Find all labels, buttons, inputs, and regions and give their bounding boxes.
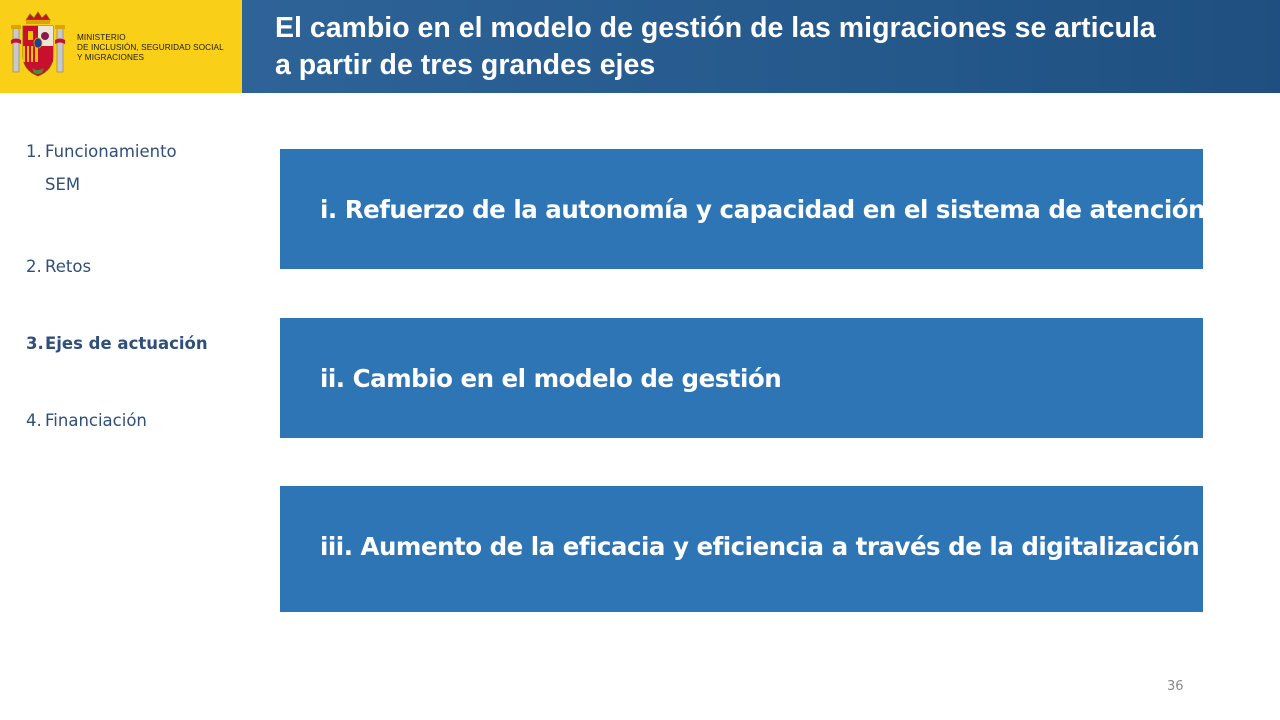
agenda-item-financiacion[interactable] — [26, 411, 147, 430]
ministry-line: Y MIGRACIONES — [77, 53, 145, 62]
axis-box-2 — [280, 318, 1203, 438]
title-bar — [242, 0, 1280, 93]
slide-title-line: a partir de tres grandes ejes — [275, 49, 656, 81]
axis-box-1 — [280, 149, 1206, 269]
agenda-item-number: 3. — [26, 334, 44, 353]
agenda-item-label: Financiación — [45, 411, 147, 430]
ministry-line: MINISTERIO — [77, 33, 126, 42]
agenda-item-label: Funcionamiento — [45, 142, 177, 161]
agenda-item-number: 4. — [26, 411, 42, 430]
axis-label: iii. Aumento de la eficacia y eficiencia a través de la digitalización — [320, 532, 1200, 561]
ministry-name — [77, 33, 224, 63]
axis-box-3 — [280, 486, 1203, 612]
agenda-item-label: Retos — [45, 257, 92, 276]
agenda-item-label-continued: SEM — [45, 175, 81, 194]
agenda-item-funcionamiento[interactable] — [26, 142, 177, 194]
coat-of-arms-icon — [10, 10, 66, 82]
axis-label: i. Refuerzo de la autonomía y capacidad en el sistema de atención — [320, 195, 1206, 224]
slide-title — [275, 10, 1275, 84]
agenda-item-number: 1. — [26, 142, 42, 161]
agenda-item-retos[interactable] — [26, 257, 91, 276]
page-number: 36 — [1167, 679, 1184, 694]
slide-title-line: El cambio en el modelo de gestión de las migraciones se articula — [275, 12, 1156, 44]
axis-label: ii. Cambio en el modelo de gestión — [320, 364, 782, 393]
agenda-item-ejes-de-actuacion[interactable] — [26, 334, 208, 353]
agenda-item-label: Ejes de actuación — [45, 334, 208, 353]
ministry-logo-block — [0, 0, 242, 93]
agenda-item-number: 2. — [26, 257, 42, 276]
ministry-line: DE INCLUSIÓN, SEGURIDAD SOCIAL — [77, 43, 224, 52]
